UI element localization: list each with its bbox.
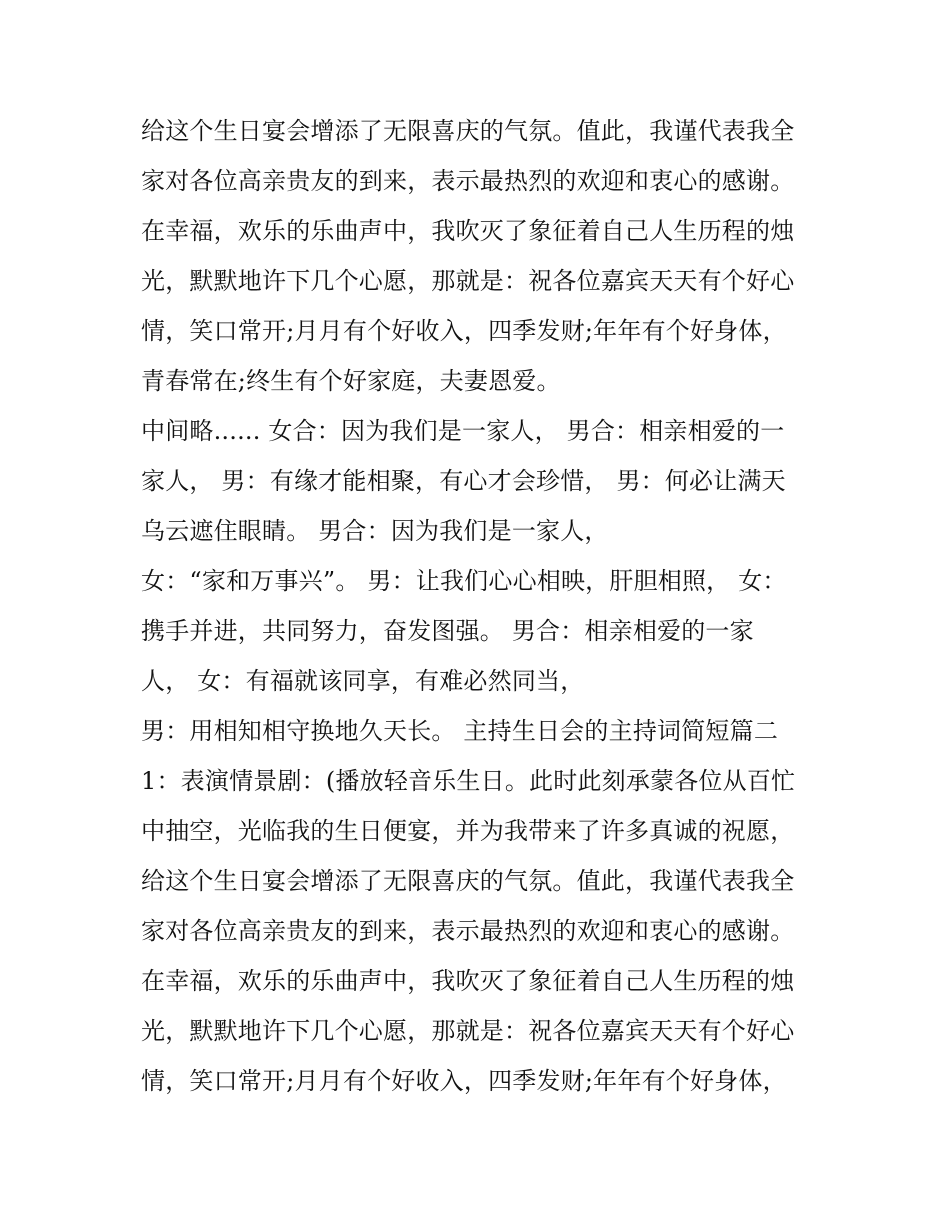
text-line: 情，笑口常开;月月有个好收入，四季发财;年年有个好身体，: [141, 317, 787, 345]
text-line: 中间略...... 女合：因为我们是一家人， 男合：相亲相爱的一: [141, 417, 785, 445]
text-line: 携手并进，共同努力，奋发图强。 男合：相亲相爱的一家: [141, 617, 754, 645]
text-line: 人， 女：有福就该同享，有难必然同当，: [141, 667, 585, 695]
text-line: 情，笑口常开;月月有个好收入，四季发财;年年有个好身体，: [141, 1067, 787, 1095]
text-line: 在幸福，欢乐的乐曲声中，我吹灭了象征着自己人生历程的烛: [141, 217, 795, 245]
text-line: 家人， 男：有缘才能相聚，有心才会珍惜， 男：何必让满天: [141, 467, 786, 495]
text-line: 给这个生日宴会增添了无限喜庆的气氛。值此，我谨代表我全: [141, 117, 795, 145]
text-line: 在幸福，欢乐的乐曲声中，我吹灭了象征着自己人生历程的烛: [141, 967, 795, 995]
text-line: 1：表演情景剧：(播放轻音乐生日。此时此刻承蒙各位从百忙: [141, 767, 796, 795]
text-line: 青春常在;终生有个好家庭，夫妻恩爱。: [141, 367, 561, 395]
text-line: 光，默默地许下几个心愿，那就是：祝各位嘉宾天天有个好心: [141, 1017, 795, 1045]
text-line: 中抽空，光临我的生日便宴，并为我带来了许多真诚的祝愿，: [141, 817, 795, 845]
text-line: 男：用相知相守换地久天长。 主持生日会的主持词简短篇二: [141, 717, 779, 745]
document-body: [141, 106, 831, 1106]
text-line: 给这个生日宴会增添了无限喜庆的气氛。值此，我谨代表我全: [141, 867, 795, 895]
text-line: 女：“家和万事兴”。 男：让我们心心相映，肝胆相照， 女：: [141, 567, 787, 595]
text-line: 家对各位高亲贵友的到来，表示最热烈的欢迎和衷心的感谢。: [141, 167, 795, 195]
text-line: 光，默默地许下几个心愿，那就是：祝各位嘉宾天天有个好心: [141, 267, 795, 295]
text-line: 家对各位高亲贵友的到来，表示最热烈的欢迎和衷心的感谢。: [141, 917, 795, 945]
text-line: 乌云遮住眼睛。 男合：因为我们是一家人，: [141, 517, 609, 545]
